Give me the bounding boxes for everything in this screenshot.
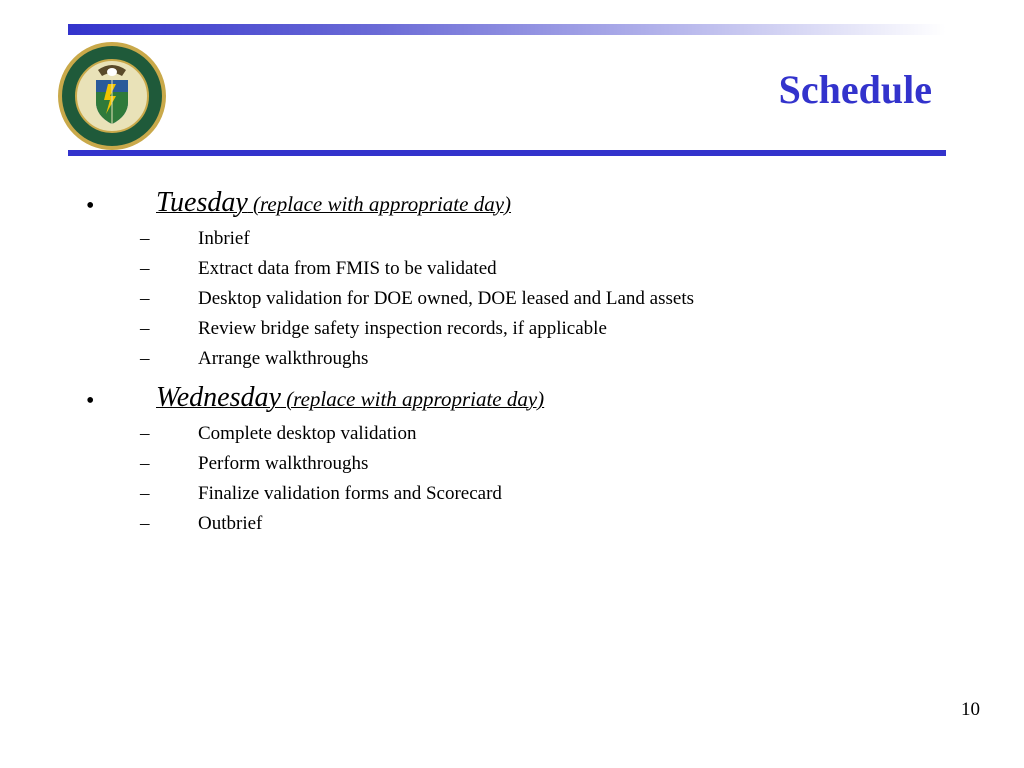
list-item xyxy=(0,481,1024,509)
list-item xyxy=(0,511,1024,539)
day-heading xyxy=(156,381,544,419)
list-item xyxy=(0,286,1024,314)
list-item xyxy=(0,316,1024,344)
dash-glyph: – xyxy=(140,483,150,504)
slide-title: Schedule xyxy=(778,67,932,112)
list-item xyxy=(0,421,1024,449)
list-item xyxy=(0,451,1024,479)
list-item-text: Outbrief xyxy=(198,513,263,534)
day-name: Tuesday xyxy=(156,187,248,218)
dash-glyph: – xyxy=(140,288,150,309)
list-item-text: Arrange walkthroughs xyxy=(198,348,369,369)
dash-glyph: – xyxy=(140,423,150,444)
list-item-text: Inbrief xyxy=(198,228,250,249)
day-heading xyxy=(156,186,511,224)
bullet-glyph: • xyxy=(86,193,95,219)
dash-glyph: – xyxy=(140,453,150,474)
day-name: Wednesday xyxy=(156,382,281,413)
list-item-text: Extract data from FMIS to be validated xyxy=(198,258,497,279)
day-section-wednesday xyxy=(0,381,1024,421)
list-item-text: Perform walkthroughs xyxy=(198,453,369,474)
bullet-glyph: • xyxy=(86,388,95,414)
list-item xyxy=(0,346,1024,374)
dash-glyph: – xyxy=(140,348,150,369)
day-note: (replace with appropriate day) xyxy=(247,192,512,216)
day-note: (replace with appropriate day) xyxy=(280,387,545,411)
list-item xyxy=(0,226,1024,254)
list-item xyxy=(0,256,1024,284)
list-item-text: Desktop validation for DOE owned, DOE leased and Land assets xyxy=(198,288,694,309)
list-item-text: Finalize validation forms and Scorecard xyxy=(198,483,502,504)
list-item-text: Review bridge safety inspection records, if applicable xyxy=(198,318,607,339)
page-number: 10 xyxy=(961,699,980,720)
day-section-tuesday xyxy=(0,186,1024,226)
dash-glyph: – xyxy=(140,513,150,534)
dash-glyph: – xyxy=(140,228,150,249)
list-item-text: Complete desktop validation xyxy=(198,423,417,444)
dash-glyph: – xyxy=(140,318,150,339)
dash-glyph: – xyxy=(140,258,150,279)
